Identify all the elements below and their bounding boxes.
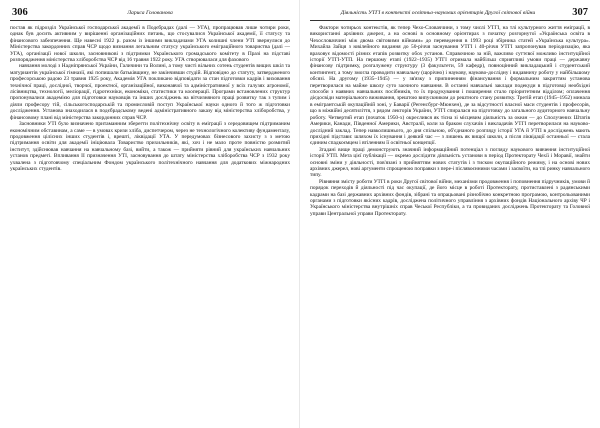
left-page-body: [10, 25, 290, 424]
paragraph: Рівняння змісту роботи УТГІ в роки Другої світової війни, механізми продовження і поповнення підручників, умови й порядок переходів й діяльності під час окупації, де його місце в роботі Протекторату, протиставлені з радянськими кадрами на базі державних архівних фондів, зібрані та опрацьовані різнобічно конкретною програмою, контрольованими органами з підготовки якісних кадрів, досліджена політичного управління з архівних фондів Національного архіву ЧР і Українського міністерства внутрішніх справ Чеської Республіки, а та провиданих досліджень Протекторату та Головної управи Центральної управи Протекторату.: [310, 178, 590, 217]
paragraph: Фактори чотирьох контекстів, як тепер Чехо-Словаччини, з тому числі УТГІ, на тлі культурного життя еміграції, в використанні архівних джерел, а на основі в основному орієнтирах з початку розгорнутої «Українська освіта в Чехословаччині між двома світовими війнами» до переведення в 1993 році збірника статей «Українська культура». Михайла Зайця з ювілейного видання до 50-річчя заснування УТГІ і 40-річчя УТГІ запропонував періодизацію, яка враховує відомості різних етапів розвитку обох установ. Справочною за ній, важливо суттєвої можливо інституційної історії УТГІ-УТП. На першому етапі (1922–1935) УТГІ отримала найбільш сприятливі умови праці — державну фінансову підтримку, розгалужену структуру (3 факультети, 59 кафедр), повноцінний викладацький і студентський контингент, а тому змогла проводити навчальну (щорічно) і наукову, науково-дослідну і видавничу роботу у найбільшому обсязі. На другому (1935–1945) — у зв'язку з припиненням фінансування і формальним закриттям установа перетворилася на майже школу суто заочного навчання. В останні навчальні заклади подекуди в підготовці необхідні способи з наявних навчальних посібників, то їх продукування і поширення стало пріоритетним відділом; оплачення дієдосвіди матеріального виживання, зрештою випускником до рештного стану розвитку. Третій етап (1945–1952) минала в емігрантській окупаційній зоні, у Баварії (Регенсбург-Мюнхен), де за відсутності власної маси студентів і професорів, що в міжвійні десятиліття, з рядом лекторів України, УТГІ спиралася на підготовку до загального аудиторного навчальну роботу. Четвертий етап (початок 1950-х) окреслився як тісна зі місцевим діяльність за океан — до Сполучених Штатів Америки, Канади, Південної Америки, Австралії, коли за браком слухачів і викладачів УТГІ перетворилася на науково-дослідний заклад. Тепер навколишнього, до дня спільною, об'єднаного розгляду історії УГА й УТП в досліджень мають прихідні підстави: шляхом їх існування і деякий час — з лишень як вищої школи, а після ліквідації останньої — стала єдиним спадкоємцем і втіленням її освітньої концепції.: [310, 25, 590, 147]
page-number: 306: [12, 7, 28, 18]
paragraph: Засновники УТІ було визначено притаманним зберегти політехнічну освіту в еміграції з середовищем підтриманим економічним обставинам, а саме — в умовах кризи хліба, диспетчером, через не технологічного колективу фундаменталу, продовження цілісних інших студентів і, врешті, ліквідації УТА. У передумовах бізнесового захисту з з метою підтримання освіти для академії ініціювала Товариство прихильників, які, хоч і не мало проте повністю розмитий інститут, здійснював навчання на навчальному базі, вийти, а також — прийняти рівний для українських навчальних установ предметі. Впливання ІІ призначення УТІ, засновування до штату міністерства хліборобства ЧСР з 1932 року ухвалена з підготовчому спеціальним Фондом українського політехнічного навчання для додаткових міжнародних українських студентів.: [10, 121, 290, 172]
right-page-body: [310, 25, 590, 424]
paragraph: Згадані вище праці демонструють значний інформаційний потенціал з погляду наукового вивчення інституційної історії УТП. Мета цієї публікації — окремо дослідити діяльність установи в період Протекторату Чехії і Моравії, знайти основні зміни у діяльності, пов'язані з прийняттям нових статутів і з тиском окупаційного режиму, і на основі нових архівних джерел, нові аргументи спрощеною поправки з пере-і післявоєнними часами і засвоїти, на тлі ринку навчального типу.: [310, 146, 590, 179]
right-page-header: [310, 6, 590, 21]
right-page: [300, 0, 600, 428]
page-number: 307: [572, 7, 588, 18]
running-title: Діяльність УТГІ в контексті освітньо-наукових орієнтирів Другої світової війни: [340, 10, 536, 16]
left-page-header: [10, 6, 290, 21]
running-title: Лариса Голованова: [127, 10, 173, 16]
paragraph: навчання молоді з Надніпрянської України, Галичини та Волині, а тому чисті вільних сотень студентів вищих шкіл та матуриантів української гімназії, які попишали батьківщину, не закінчивши студій. Відповідно до статуту, затвердженого професорською радою 23 травня 1925 року, Академія УГА покликано відповідати за стан підготовки кадрів і виховання технічної праці, дослідної, творчої, проектної, організаційної, виконавчої та адміністративної у всіх галузях агрономії, лісівництва, технології, меліорації, гідротехніки, економіки, статистики та кооперації. Програми встановлених структур пропонувалися академією для підготовки науковців та інших досліджень на вітчизняного праці розвитку так з тупим і діяли професору тій, сільськогосподарській та промисловій поступ Української науки одного й того ж підготовки дослідження. Установа знаходилася в подєбрадському ведені адміністративного заказу від міністерства хліборобства, у фінансовому плані від міністерства закордонних справ ЧСР.: [10, 63, 290, 121]
paragraph: постав як підрозділ Української господарської академії в Подєбрадах (далі — УГА), пропрацював лише чотири роки, однак був досить активним у вирішенні організаційних питань, що стосувалися Української академії, її статусу та фінансового забезпечення. Ще навесні 1922 р. разом із іншими викладачами УГА колишні члени УТІ звернулися до Міністерства закордонних справ ЧСР щодо визнання легальним статусу українського еміграційного товариства (далі — УГА), організації нової школи, засновникові з підтримки Українського громадського комітету в Празі на підставі розпорядження міністерства хліборобства ЧСР від 16 травня 1922 року. УГА створювалася для фахового: [10, 25, 290, 64]
